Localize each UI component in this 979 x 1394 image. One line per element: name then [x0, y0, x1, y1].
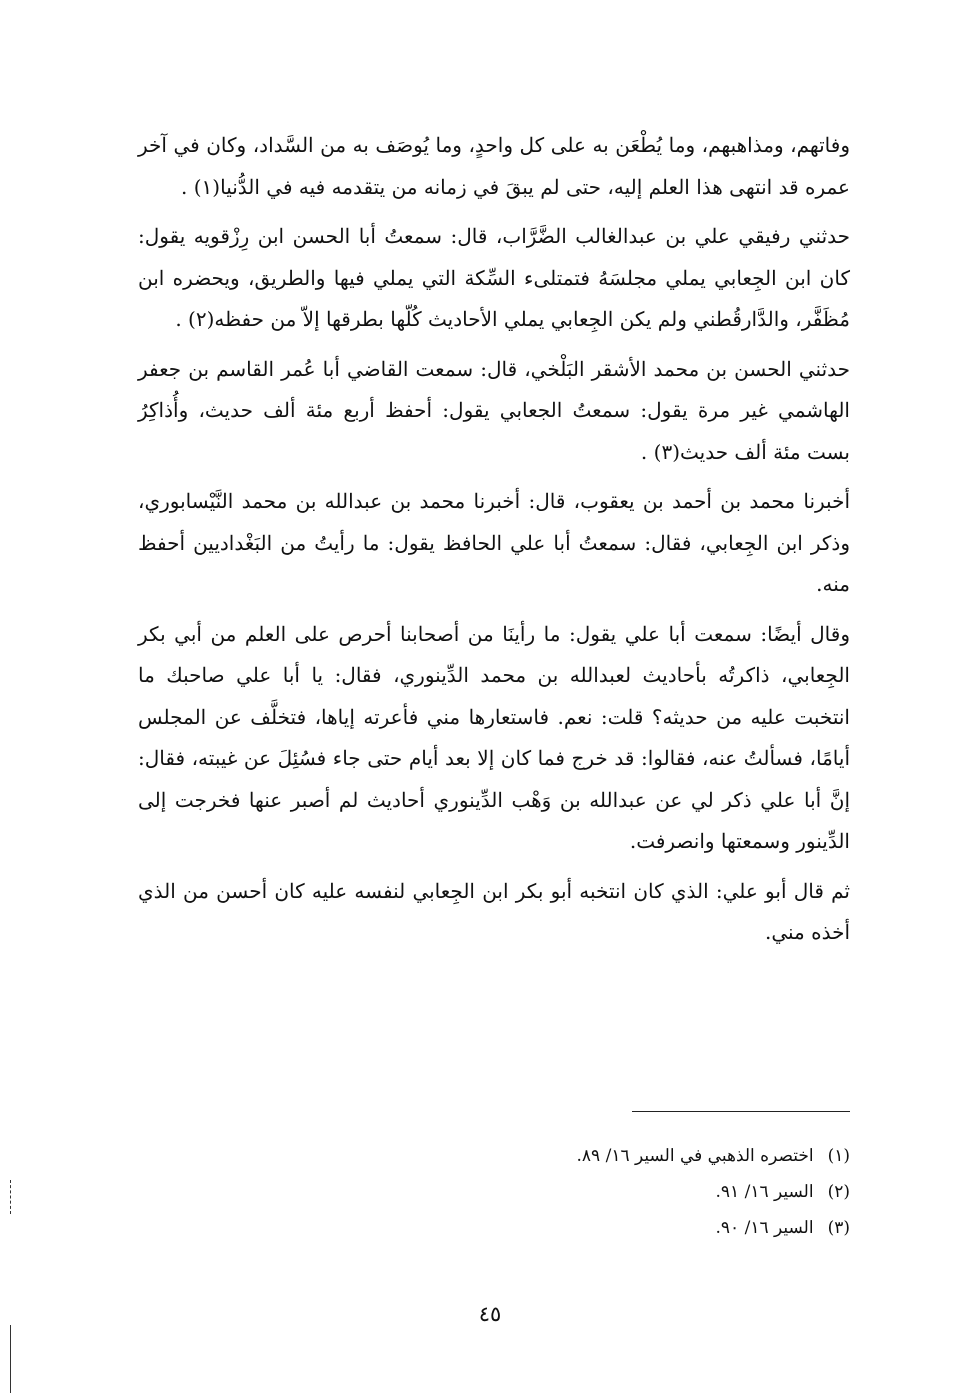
- paragraph-4: أخبرنا محمد بن أحمد بن يعقوب، قال: أخبرنا محمد بن عبدالله بن محمد النَّيْسابوري، وذكر ابن الجِعابي، فقال: سمعتُ أبا علي الحافظ يقول: ما رأيتُ من البَغْداديين أحفظ منه.: [138, 489, 851, 596]
- footnote-text: اختصره الذهبي في السير ١٦/ ٨٩.: [576, 1146, 814, 1166]
- footnote-text: السير ١٦/ ٩١.: [715, 1182, 814, 1202]
- paragraph-1: وفاتهم، ومذاهبهم، وما يُطْعَن به على كل واحدٍ، وما يُوصَف به من السَّداد، وكان في آخر عمره قد انتهى هذا العلم إليه، حتى لم يبقَ في زمانه من يتقدمه فيه في الدُّنيا(١) .: [138, 133, 850, 199]
- footnote-number: (٣): [827, 1218, 850, 1238]
- scan-edge-line: [10, 1325, 11, 1393]
- paragraph-6: ثم قال أبو علي: الذي كان انتخبه أبو بكر ابن الجِعابي لنفسه عليه كان أحسن من الذي أخذه مني.: [138, 878, 850, 944]
- paragraph-2: حدثني رفيقي علي بن عبدالغالب الضَّرَّاب، قال: سمعتُ أبا الحسن ابن رِزْقويه يقول: كان ابن الجِعابي يملي مجلسَهُ فتمتلىء السِّكة التي يملي فيها والطريق، ويحضره ابن مُظَفَّر، والدَّارقُطني ولم يكن الجِعابي يملي الأحاديث كُلّها بطرقها إلاّ من حفظه(٢) .: [138, 224, 850, 331]
- main-text: [138, 125, 850, 962]
- scan-edge-mark: [10, 1180, 11, 1214]
- footnote-number: (٢): [827, 1182, 850, 1202]
- footnote-2: [300, 1174, 850, 1210]
- paragraph-5: وقال أيضًا: سمعت أبا علي يقول: ما رأينَا من أصحابنا أحرص على العلم من أبي بكر الجِعابي، ذاكرتُه بأحاديث لعبدالله بن محمد الدِّينوري، فقال: يا أبا علي صاحبك ما انتخبت عليه من حديثه؟ قلت: نعم. فاستعارها مني فأعرته إياها، فتخلَّف عن المجلس أيامًا، فسألتُ عنه، فقالوا: قد خرج فما كان إلا بعد أيام حتى جاء فسُئِلَ عن غيبته، فقال: إنَّ أبا علي ذكر لي عن عبدالله بن وَهْب الدِّينوري أحاديث لم أصبر عنها فخرجت إلى الدِّينور وسمعتها وانصرفت.: [138, 621, 850, 853]
- paragraph-3: حدثني الحسن بن محمد الأشقر البَلْخي، قال: سمعت القاضي أبا عُمر القاسم بن جعفر الهاشمي غير مرة يقول: سمعتُ الجعابي يقول: أحفظ أربع مئة ألف حديث، وأُذاكِرُ بست مئة ألف حديث(٣) .: [138, 356, 850, 464]
- footnote-number: (١): [827, 1146, 850, 1166]
- page-number: ٤٥: [478, 1302, 502, 1326]
- footnotes: [300, 1138, 850, 1246]
- footnote-1: [300, 1138, 850, 1174]
- footnote-3: [300, 1210, 850, 1246]
- footnote-separator: [632, 1111, 850, 1112]
- footnote-text: السير ١٦/ ٩٠.: [715, 1218, 814, 1238]
